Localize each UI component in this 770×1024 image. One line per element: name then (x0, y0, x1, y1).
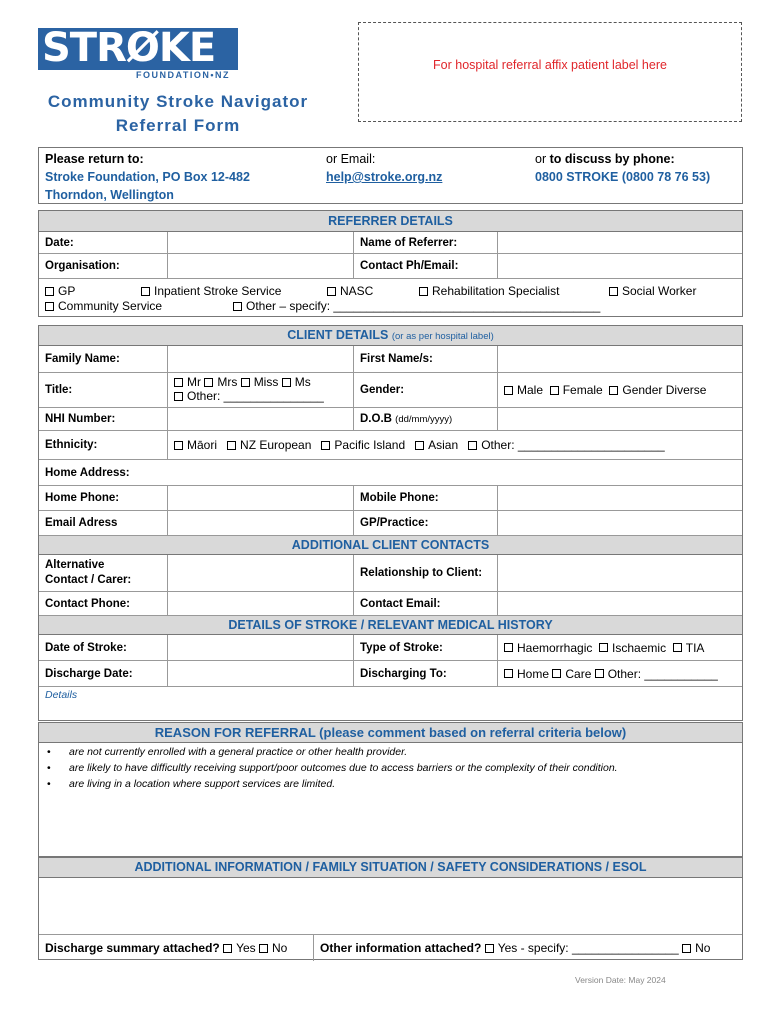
stroke-date-field[interactable] (167, 635, 353, 660)
referrer-header: REFERRER DETAILS (39, 211, 742, 232)
ethnicity-options[interactable]: Māori NZ European Pacific Island Asian Other: ______________________ (167, 431, 742, 459)
option-other[interactable]: Other – specify: ________________________________________ (233, 299, 600, 313)
patient-label-area (358, 22, 742, 122)
client-email-field[interactable] (167, 511, 353, 535)
first-name-field[interactable] (497, 346, 742, 372)
additional-header: ADDITIONAL INFORMATION / FAMILY SITUATION / SAFETY CONSIDERATIONS / ESOL (39, 858, 742, 878)
details-field[interactable]: Details (45, 689, 78, 701)
option-nasc[interactable]: NASC (327, 284, 373, 298)
additional-section: ADDITIONAL INFORMATION / FAMILY SITUATION / SAFETY CONSIDERATIONS / ESOL Discharge summary attached? Yes No Other information attached? Yes - specify: ________________ No (38, 857, 743, 960)
form-title: Community Stroke Navigator Referral Form (47, 92, 309, 135)
referrer-section: REFERRER DETAILS Date: Name of Referrer: Organisation: Contact Ph/Email: GP Inpatient Stroke Service NASC Rehabilitation Specialist Social Worker Community Service Other – specify: ________________________________________ (38, 210, 743, 317)
option-community[interactable]: Community Service (45, 299, 162, 313)
option-gp[interactable]: GP (45, 284, 75, 298)
other-yes-checkbox[interactable] (485, 944, 494, 953)
patient-label-text: For hospital referral affix patient label here (433, 58, 667, 72)
gender-options[interactable]: Male Female Gender Diverse (497, 373, 742, 407)
other-no-checkbox[interactable] (682, 944, 691, 953)
alt-contact-field[interactable] (167, 555, 353, 591)
referral-date-field[interactable] (167, 232, 353, 253)
contact-email-field[interactable] (497, 592, 742, 615)
referrer-name-field[interactable] (497, 232, 742, 253)
organisation-field[interactable] (167, 254, 353, 278)
home-phone-field[interactable] (167, 486, 353, 510)
return-info: Please return to: Stroke Foundation, PO Box 12-482 Thorndon, Wellington or Email: help@stroke.org.nz or to discuss by phone: 0800 STROKE (0800 78 76 53) (38, 147, 743, 204)
option-rehab[interactable]: Rehabilitation Specialist (419, 284, 559, 298)
relationship-field[interactable] (497, 555, 742, 591)
email-link[interactable]: help@stroke.org.nz (326, 170, 443, 184)
reason-criteria-list: • are not currently enrolled with a general practice or other health provider. • are likely to have difficultly receiving support/poor outcomes due to access barriers or the complexity of their condition. • are living in a location where support services are limited. (47, 746, 618, 790)
client-section: CLIENT DETAILS (or as per hospital label) Family Name: First Name/s: Title: Mr Mrs Miss Ms Other: _______________ Gender: Male Female Gender Diverse NHI Number: D.O.B (dd/mm/yyyy) Ethnicity: Māori NZ European Pacific Island Asian Other: ______________________ Home Address: Home Phone: Mobile Phone: Email Adress GP/Practice: ADDITIONAL CLIENT CONTACTS Alternative Contact / Carer: Relationship to Client: Contact Phone: Contact Email: DETAILS OF STROKE / RELEVANT MEDICAL HISTORY Date of Stroke: Type of Stroke: Haemorrhagic Ischaemic TIA Discharge Date: Discharging To: Home Care Other: ___________ Details (38, 325, 743, 721)
dob-field[interactable] (497, 408, 742, 430)
stroke-foundation-logo: STRØKE FOUNDATION•NZ (38, 28, 238, 80)
contact-phone-field[interactable] (167, 592, 353, 615)
return-address: Stroke Foundation, PO Box 12-482 (45, 170, 250, 184)
nhi-field[interactable] (167, 408, 353, 430)
discharging-to-options[interactable]: Home Care Other: ___________ (497, 661, 742, 686)
additional-info-field[interactable] (39, 878, 742, 935)
summary-no-checkbox[interactable] (259, 944, 268, 953)
summary-yes-checkbox[interactable] (223, 944, 232, 953)
mobile-field[interactable] (497, 486, 742, 510)
stroke-header: DETAILS OF STROKE / RELEVANT MEDICAL HISTORY (39, 616, 742, 635)
reason-section (38, 722, 743, 857)
discharge-date-field[interactable] (167, 661, 353, 686)
version-date: Version Date: May 2024 (575, 975, 666, 985)
return-label: Please return to: (45, 152, 144, 166)
option-inpatient[interactable]: Inpatient Stroke Service (141, 284, 281, 298)
client-header: CLIENT DETAILS (or as per hospital label) (39, 326, 742, 346)
contacts-header: ADDITIONAL CLIENT CONTACTS (39, 536, 742, 555)
reason-header: REASON FOR REFERRAL (please comment based on referral criteria below) (39, 723, 742, 743)
gp-field[interactable] (497, 511, 742, 535)
stroke-type-options[interactable]: Haemorrhagic Ischaemic TIA (497, 635, 742, 660)
family-name-field[interactable] (167, 346, 353, 372)
phone-number: 0800 STROKE (0800 78 76 53) (535, 170, 711, 184)
title-options[interactable]: Mr Mrs Miss Ms Other: _______________ (167, 373, 353, 407)
referrer-contact-field[interactable] (497, 254, 742, 278)
option-social-worker[interactable]: Social Worker (609, 284, 696, 298)
